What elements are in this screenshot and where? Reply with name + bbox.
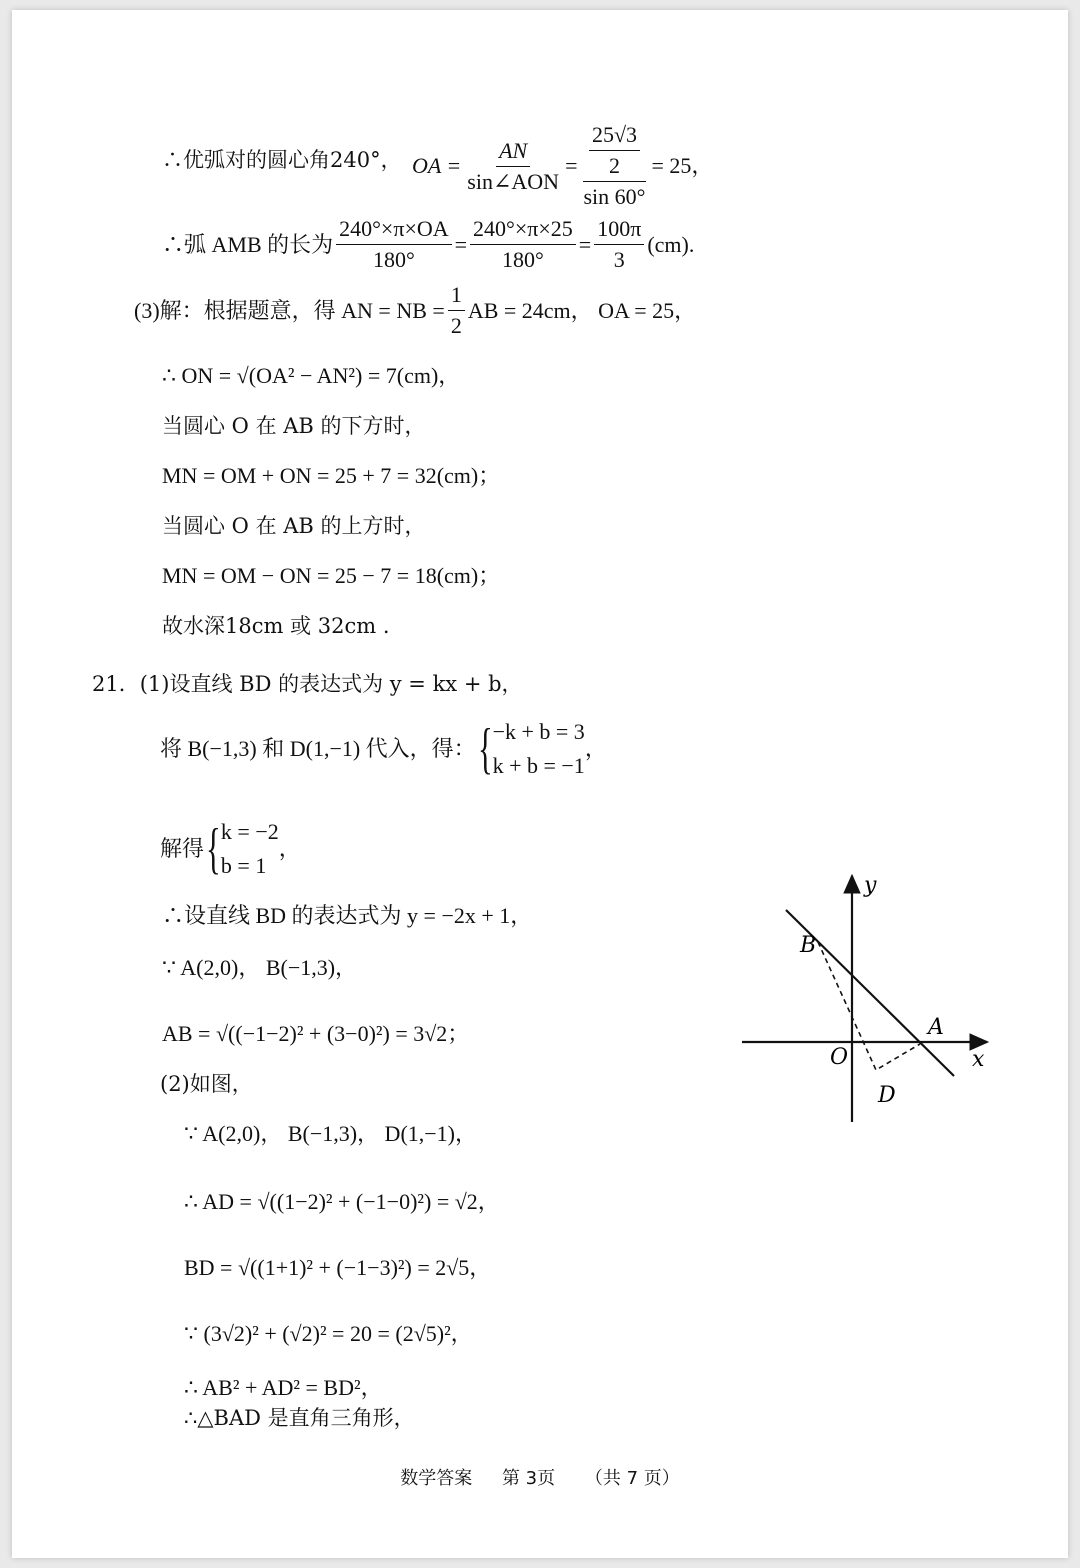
fraction-an-over-sin (464, 138, 562, 195)
x-axis-label: x (972, 1047, 985, 1072)
origin-label: O (830, 1045, 849, 1070)
line-arc-angle (162, 146, 402, 174)
arc-length-unit: (cm). (647, 231, 695, 257)
part3-rest: AB = 24cm， OA = 25， (467, 297, 697, 323)
line-pythagoras: ∵ (3√2)² + (√2)² = 20 = (2√5)²， (184, 1321, 473, 1346)
line-mn-sum: MN = OM + ON = 25 + 7 = 32(cm)； (162, 463, 501, 488)
fraction-numerator: 240°×π×25 (470, 216, 576, 245)
oa-equation: OA = $\frac{AN}{\text{sin∠AON}}$ = $\frac{\frac{25√3}{2}}{\sin 60^\circ}$ = 25， (412, 122, 714, 209)
line-ab-points: ∵ A(2,0)， B(−1,3)， (162, 955, 358, 980)
line-solve: 解得 { k = −2 b = 1 ， (160, 815, 301, 883)
fraction-denominator: sin 60° (583, 184, 646, 209)
y-axis-label: y (864, 873, 877, 898)
footer-page: 第 3页 (501, 1468, 556, 1489)
oa-result: = 25， (651, 153, 714, 178)
fraction-compound (580, 122, 648, 210)
line-ad-length: ∴ AD = √((1−2)² + (−1−0)²) = √2， (184, 1189, 500, 1214)
fraction (470, 216, 576, 273)
fraction-denominator: 2 (608, 153, 620, 178)
system-equation: k + b = −1 (492, 753, 585, 778)
arc-length-text: ∴弧 AMB 的长为 (162, 231, 334, 257)
solution-system (221, 815, 279, 883)
line-part3 (134, 282, 696, 339)
arc-angle-text: ∴优弧对的圆心角240°， (162, 148, 402, 172)
footer-subject: 数学答案 (400, 1468, 473, 1489)
system-comma: ， (584, 736, 607, 761)
fraction-numerator (583, 122, 646, 182)
fraction (336, 216, 452, 273)
line-on: ∴ ON = √(OA² − AN²) = 7(cm)， (162, 363, 461, 388)
line-three-points: ∵ A(2,0)， B(−1,3)， D(1,−1)， (184, 1121, 478, 1146)
coordinate-figure (742, 870, 1012, 1140)
line-ab-length: AB = √((−1−2)² + (3−0)²) = 3√2； (162, 1021, 470, 1046)
line-bd-length: BD = √((1+1)² + (−1−3)²) = 2√5， (184, 1255, 492, 1280)
fraction-numerator: 1 (448, 282, 465, 311)
fraction-half (448, 282, 465, 339)
system-equation: k = −2 (220, 819, 279, 844)
fraction-denominator: 3 (613, 247, 625, 272)
footer-total: （共 7 页） (584, 1468, 680, 1489)
line-right-triangle: ∴△BAD 是直角三角形， (184, 1406, 415, 1430)
page-footer (12, 1464, 1068, 1490)
answer-page (12, 10, 1068, 1558)
point-a-label: A (928, 1015, 944, 1040)
line-bd-expression: ∴设直线 BD 的表达式为 y = −2x + 1， (162, 903, 533, 928)
brace-icon: { (206, 818, 221, 880)
line-arc-length: ∴弧 AMB 的长为 $\frac{240^\circ\times\pi\times OA}{180^\circ}$ = $\frac{240^\circ\times\pi\times 25}{180^\circ}$ = $\frac{100\pi}{3}$ (cm). (162, 216, 695, 272)
solve-text: 解得 (160, 836, 205, 861)
line-substitute (160, 715, 607, 783)
brace-icon: { (477, 718, 493, 780)
line-conclusion: 故水深18cm 或 32cm . (162, 614, 390, 638)
fraction-denominator: sin∠AON (467, 168, 560, 194)
line-below-case: 当圆心 O 在 AB 的下方时， (162, 414, 426, 438)
line-sum-squares: ∴ AB² + AD² = BD²， (184, 1375, 383, 1400)
point-b-label: B (800, 933, 817, 958)
fraction-numerator: 25√3 (589, 122, 640, 151)
fraction-numerator: 240°×π×OA (336, 216, 452, 245)
system-equation: −k + b = 3 (492, 719, 585, 744)
fraction-numerator: 100π (594, 216, 644, 245)
oa-label: OA = (412, 153, 462, 178)
fraction-denominator: 180° (372, 247, 415, 272)
fraction-numerator: AN (496, 138, 530, 167)
fraction-inner (589, 122, 640, 179)
line-above-case: 当圆心 O 在 AB 的上方时， (162, 514, 426, 538)
equation-system (493, 715, 585, 783)
question-21: 21．(1)设直线 BD 的表达式为 y = kx + b， (92, 672, 523, 696)
fraction (594, 216, 644, 273)
fraction-denominator: 180° (502, 247, 544, 272)
line-mn-diff: MN = OM − ON = 25 − 7 = 18(cm)； (162, 563, 501, 588)
point-d-label: D (878, 1083, 896, 1108)
substitute-text: 将 B(−1,3) 和 D(1,−1) 代入，得： (160, 736, 476, 761)
fraction-denominator: 2 (450, 313, 462, 338)
line-part2: (2)如图， (160, 1072, 253, 1096)
part3-text: (3)解：根据题意，得 AN = NB = (134, 297, 445, 323)
system-equation: b = 1 (220, 853, 267, 878)
